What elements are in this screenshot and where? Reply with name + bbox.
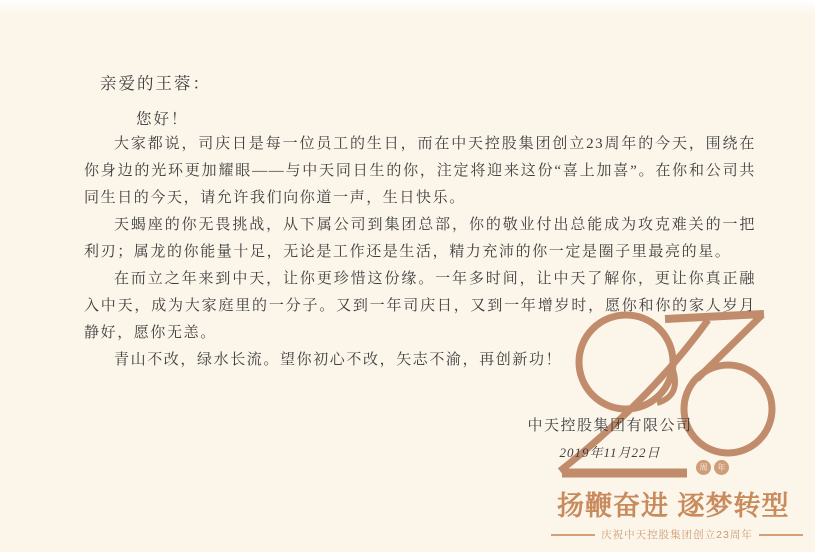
seal-zhou-icon: 周 (696, 460, 711, 475)
letter-body (84, 131, 756, 374)
seal-nian-icon: 年 (714, 460, 729, 475)
anniversary-slogan: 扬鞭奋进 逐梦转型 (557, 491, 790, 521)
anniversary-tagline (551, 527, 803, 542)
tagline-dash-left (551, 534, 595, 536)
top-edge-fade (0, 0, 815, 16)
salutation: 亲爱的王蓉： (100, 74, 211, 93)
letter-paragraph-2: 天蝎座的你无畏挑战，从下属公司到集团总部，你的敬业付出总能成为攻克难关的一把利刃；属龙的你能量十足，无论是工作还是生活，精力充沛的你一定是圈子里最亮的星。 (84, 217, 756, 260)
tagline-text: 庆祝中天控股集团创立23周年 (601, 529, 753, 541)
letter-paragraph-3: 在而立之年来到中天，让你更珍惜这份缘。一年多时间，让中天了解你，更让你真正融入中天，成为大家庭里的一分子。又到一年司庆日，又到一年增岁时，愿你和你的家人岁月静好，愿你无恙。 (84, 271, 756, 341)
anniversary-seals (696, 460, 729, 475)
letter-paragraph-4: 青山不改，绿水长流。望你初心不改，矢志不渝，再创新功！ (114, 352, 563, 368)
greeting: 您好！ (136, 111, 189, 128)
signature-block (512, 414, 708, 461)
signature-company: 中天控股集团有限公司 (527, 418, 693, 434)
letter-paragraph-1: 大家都说，司庆日是每一位员工的生日，而在中天控股集团创立23周年的今天，围绕在你身边的光环更加耀眼——与中天同日生的你，注定将迎来这份“喜上加喜”。在你和公司共同生日的今天，请允许我们向你道一声，生日快乐。 (84, 136, 756, 206)
signature-date: 2019年11月22日 (559, 445, 661, 460)
tagline-dash-right (759, 534, 803, 536)
